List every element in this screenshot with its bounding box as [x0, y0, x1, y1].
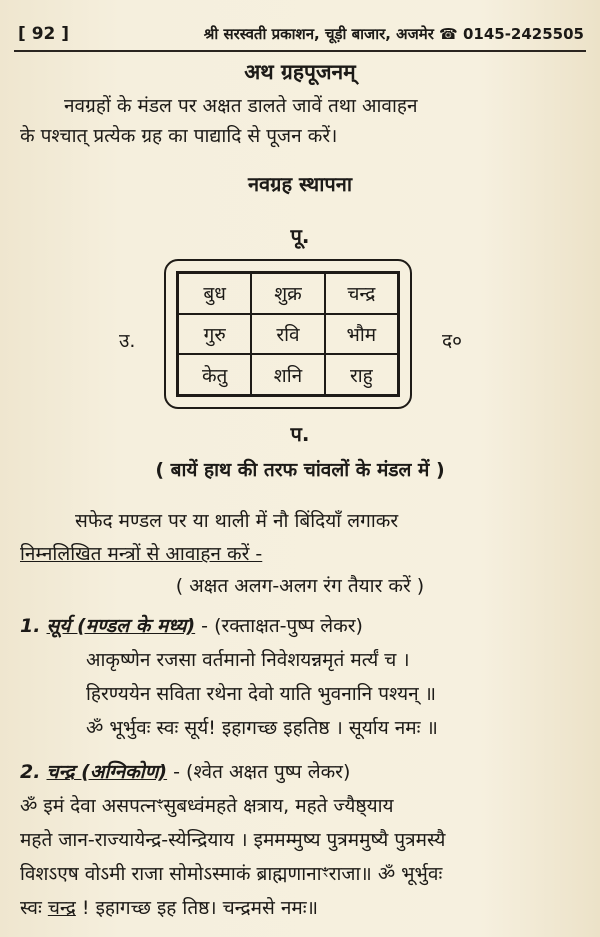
grid-cell-guru: गुरु	[178, 314, 251, 355]
direction-south: द०	[442, 330, 462, 352]
grid-cell-shani: शनि	[251, 354, 324, 395]
grid-cell-chandra: चन्द्र	[325, 273, 398, 314]
grid-cell-rahu: राहु	[325, 354, 398, 395]
section-1-number: 1.	[20, 615, 41, 637]
intro-line-2: के पश्चात् प्रत्येक ग्रह का पाद्यादि से पूजन करें।	[20, 125, 338, 147]
section-2-verse-3: विशऽएष वोऽमी राजा सोमोऽस्माकं ब्राह्मणानाꣳराजा॥ ॐ भूर्भुवः	[20, 863, 443, 885]
grid-cell-bhaum: भौम	[325, 314, 398, 355]
verse-4-chandra: चन्द्र	[47, 897, 76, 919]
grid-cell-shukra: शुक्र	[251, 273, 324, 314]
section-2-verse-2: महते जान-राज्यायेन्द्र-स्येन्द्रियाय । इममम्मुष्य पुत्रममुष्यै पुत्रमस्यै	[20, 829, 446, 851]
direction-north: उ.	[119, 330, 136, 352]
section-1-instruction: - (रक्ताक्षत-पुष्प लेकर)	[195, 615, 363, 637]
invocation-line-1: सफेद मण्डल पर या थाली में नौ बिंदियाँ लगाकर	[75, 510, 399, 532]
verse-4-suffix: ! इहागच्छ इह तिष्ठ। चन्द्रमसे नमः॥	[75, 897, 318, 919]
grid-cell-ketu: केतु	[178, 354, 251, 395]
section-1-name: सूर्य (मण्डल के मध्य)	[46, 615, 196, 637]
direction-west: प.	[290, 422, 310, 446]
verse-4-prefix: स्वः	[20, 897, 48, 919]
grid-cell-ravi: रवि	[251, 314, 324, 355]
publisher-info: श्री सरस्वती प्रकाशन, चूड़ी बाजार, अजमेर ☎ 0145-2425505	[203, 25, 584, 43]
header-rule	[14, 50, 586, 52]
section-2-verse-1: ॐ इमं देवा असपत्नꣳसुबध्वंमहते क्षत्राय, महते ज्यैष्ठ्याय	[20, 795, 394, 817]
section-1-heading	[20, 612, 586, 640]
section-title: अथ ग्रहपूजनम्	[244, 60, 356, 84]
navagraha-grid	[176, 271, 400, 397]
section-1-verse-1: आकृष्णेन रजसा वर्तमानो निवेशयन्नमृतं मर्त्यं च ।	[86, 649, 410, 671]
diagram-note: ( बायें हाथ की तरफ चांवलों के मंडल में )	[155, 459, 445, 481]
section-2-instruction: - (श्वेत अक्षत पुष्प लेकर)	[167, 761, 351, 783]
section-2-verse-4	[20, 894, 586, 922]
section-2-number: 2.	[20, 761, 41, 783]
direction-east: पू.	[290, 224, 310, 248]
intro-line-1: नवग्रहों के मंडल पर अक्षत डालते जावें तथा आवाहन	[64, 95, 418, 117]
diagram-title: नवग्रह स्थापना	[247, 172, 353, 196]
page-number: [ 92 ]	[18, 24, 70, 44]
section-1-verse-3: ॐ भूर्भुवः स्वः सूर्य! इहागच्छ इहतिष्ठ । सूर्याय नमः ॥	[86, 717, 438, 739]
invocation-line-2: निम्नलिखित मन्त्रों से आवाहन करें -	[20, 543, 263, 565]
page-header	[18, 22, 584, 46]
section-1-verse-2: हिरण्ययेन सविता रथेना देवो याति भुवनानि पश्यन् ॥	[86, 683, 437, 705]
section-2-heading	[20, 758, 586, 786]
section-2-name: चन्द्र (अग्निकोण)	[46, 761, 168, 783]
grid-cell-budh: बुध	[178, 273, 251, 314]
invocation-note: ( अक्षत अलग-अलग रंग तैयार करें )	[175, 575, 425, 597]
